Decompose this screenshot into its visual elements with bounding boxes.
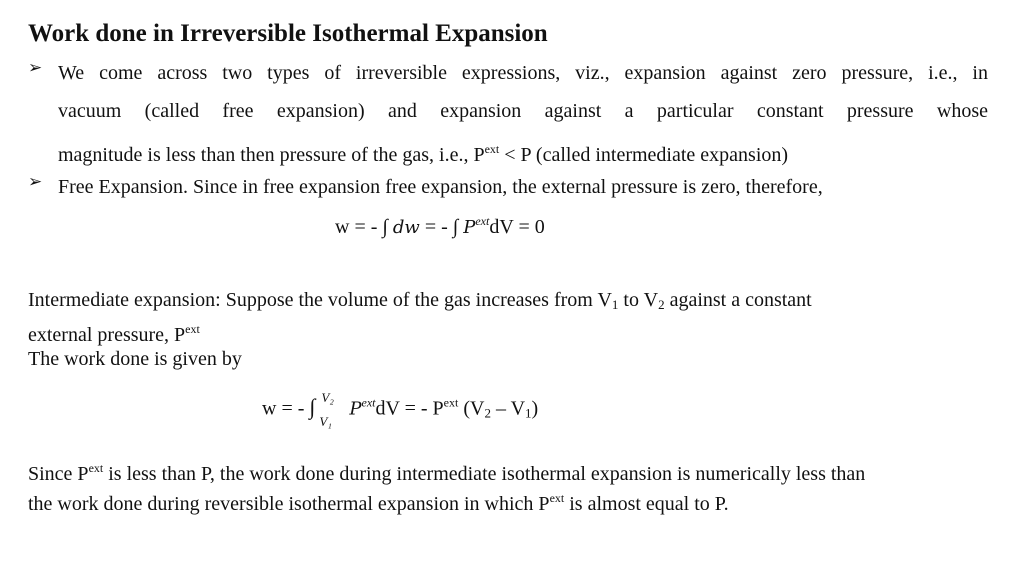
bullet-free-expansion [28, 172, 988, 210]
eq-part: dV = - P [375, 397, 444, 420]
eq-part: = - ∫ [419, 216, 464, 238]
subscript: 1 [525, 405, 532, 421]
subscript: 1 [611, 297, 619, 312]
text-run: Intermediate expansion: Suppose the volume of the gas increases from V [28, 289, 612, 311]
eq-part: w = - ∫ [335, 216, 393, 238]
superscript: ext [549, 491, 565, 505]
bullet-line: Free Expansion. Since in free expansion free expansion, the external pressure is zero, therefore, [58, 176, 823, 198]
superscript: ext [443, 395, 459, 410]
lower-limit: V₁ [319, 414, 332, 429]
superscript: ext [88, 461, 104, 475]
definite-integral [309, 390, 349, 430]
integral-sign: ∫ [309, 394, 316, 419]
text-run: is almost equal to P. [564, 493, 729, 515]
superscript: ext [185, 322, 200, 336]
text-run: is less than P, the work done during intermediate isothermal expansion is numerically less than [103, 463, 866, 485]
para-line [28, 456, 1008, 486]
bullet-line [58, 134, 988, 172]
bullet-line: vacuum (called free expansion) and expansion against a particular constant pressure whose [58, 100, 988, 122]
text-run: magnitude is less than then pressure of the gas, i.e., P [58, 144, 485, 166]
slide-title: Work done in Irreversible Isothermal Expansion [28, 20, 548, 47]
superscript [475, 214, 489, 228]
para-line: The work done is given by [28, 348, 242, 370]
text-run: to V [618, 289, 659, 311]
para-line [28, 486, 1008, 516]
equation-free-expansion [335, 214, 545, 239]
eq-part: dV = 0 [489, 216, 545, 238]
superscript [362, 396, 376, 410]
eq-var: P [349, 398, 362, 420]
bullet-line: We come across two types of irreversible expressions, viz., expansion against zero pressure, i.e., in [58, 62, 988, 84]
eq-var: P [463, 217, 476, 238]
arrow-bullet-icon: ➢ [28, 172, 43, 191]
eq-part: – V [490, 397, 526, 420]
text-run: external pressure, P [28, 324, 186, 346]
eq-var: ext [361, 395, 376, 410]
eq-part: w = - [262, 397, 310, 420]
eq-part: (V [458, 397, 485, 420]
eq-var: ext [475, 214, 490, 228]
eq-part: ) [531, 397, 539, 420]
eq-var: dw [392, 217, 420, 238]
superscript: ext [484, 142, 500, 156]
equation-intermediate-work [262, 390, 538, 430]
arrow-bullet-icon: ➢ [28, 58, 43, 77]
subscript: 2 [658, 297, 665, 312]
text-run: against a constant [664, 289, 812, 311]
conclusion-paragraph [28, 456, 1008, 516]
text-run: the work done during reversible isothermal expansion in which P [28, 493, 550, 515]
text-run: < P (called intermediate expansion) [499, 144, 789, 166]
para-line [28, 288, 1008, 317]
text-run: Since P [28, 463, 89, 485]
subscript: 2 [484, 405, 491, 421]
para-line [28, 317, 1008, 347]
bullet-irreversible-types [28, 58, 988, 172]
upper-limit: V₂ [321, 390, 334, 405]
intermediate-expansion-paragraph [28, 288, 1008, 371]
